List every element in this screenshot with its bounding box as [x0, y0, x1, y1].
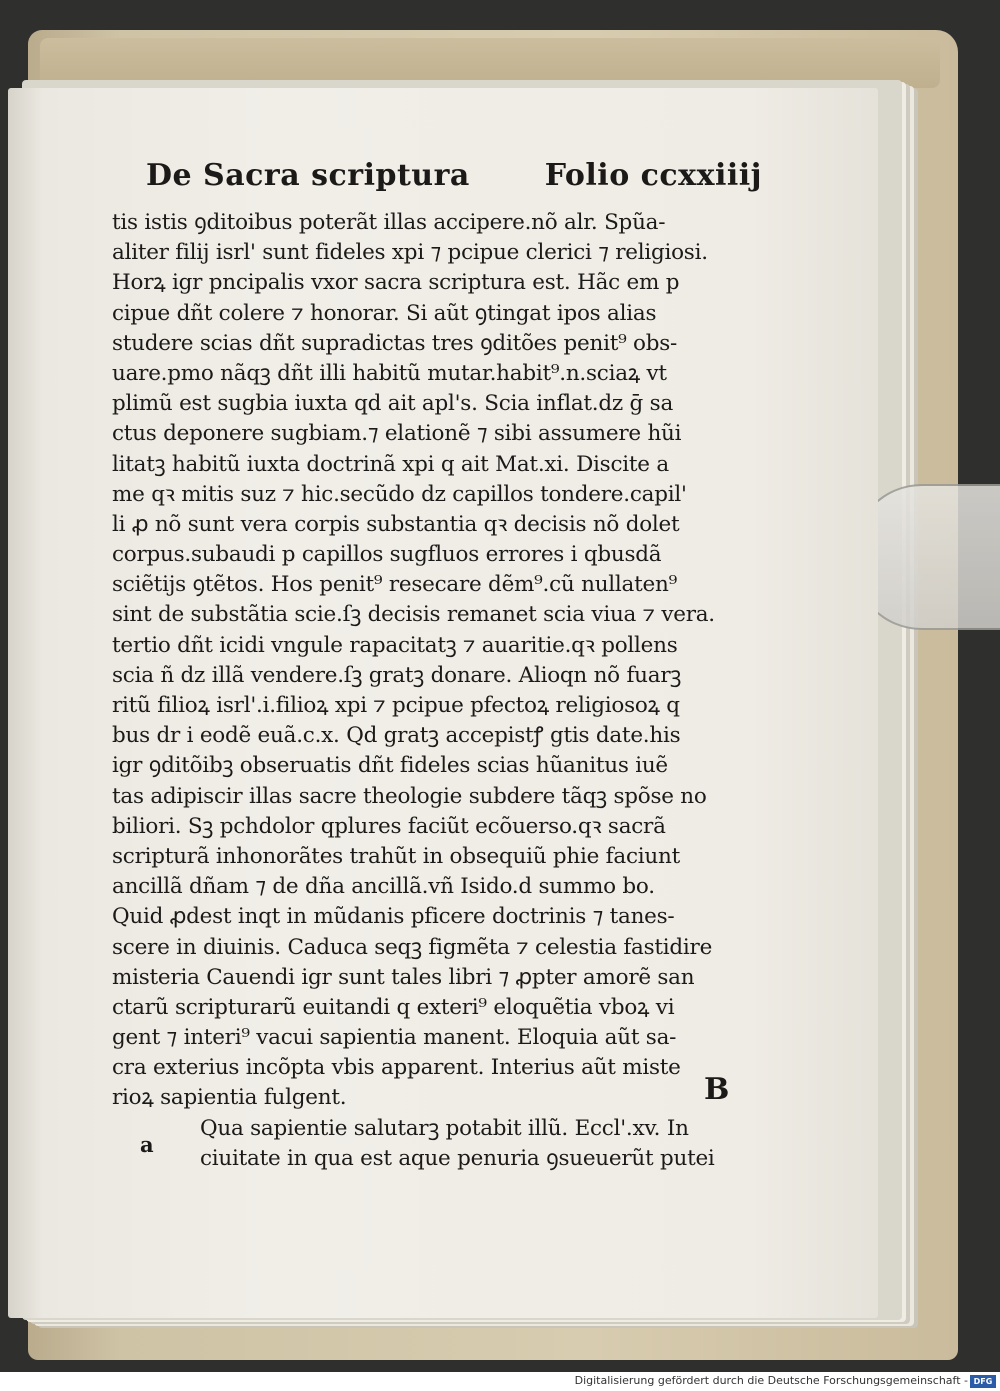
text-line: ciuitate in qua est aque penuria ꝯsueuerũt putei [200, 1145, 715, 1171]
text-line: li ꝓ nõ sunt vera corpis substantia qꝛ decisis nõ dolet [112, 511, 680, 537]
text-line: gent ⁊ interi⁹ vacui sapientia manent. Eloquia aũt sa- [112, 1025, 677, 1051]
text-line: igr ꝯditõibꝫ obseruatis dñt fideles scias hũanitus iuẽ [112, 753, 668, 779]
text-line: cipue dñt colere ⁊ honorar. Si aũt ꝯtingat ipos alias [112, 300, 657, 326]
text-line: biliori. Sꝫ pchdolor qplures faciũt ecõuerso.qꝛ sacrã [112, 813, 666, 839]
text-line: Horꝝ igr pncipalis vxor sacra scriptura est. Hãc em p [112, 270, 680, 296]
text-block [112, 158, 772, 1174]
text-line: plimũ est sugbia iuxta qd ait apl's. Scia inflat.dz ḡ sa [112, 391, 674, 417]
funding-credit: Digitalisierung gefördert durch die Deutsche Forschungsgemeinschaft - [574, 1374, 968, 1387]
text-line: Quid ꝓdest inqt in mũdanis pficere doctrinis ⁊ tanes- [112, 904, 675, 930]
text-line: misteria Cauendi igr sunt tales libri ⁊ ꝓpter amorẽ san [112, 964, 695, 990]
text-line: ctarũ scripturarũ euitandi q exteri⁹ eloquẽtia vboꝝ vi [112, 994, 675, 1020]
text-line: cra exterius incõpta vbis apparent. Interius aũt miste [112, 1055, 681, 1081]
text-line: sint de substãtia scie.ſꝫ decisis remanet scia viua ⁊ vera. [112, 602, 715, 628]
text-line: bus dr i eodẽ euã.c.x. Qd gratꝫ accepistꝭ gtis date.his [112, 723, 681, 749]
text-line: scia ñ dz illã vendere.ſꝫ gratꝫ donare. Alioqn nõ fuarꝫ [112, 662, 682, 688]
dfg-logo-icon: DFG [970, 1375, 996, 1388]
text-line: ctus deponere sugbiam.⁊ elationẽ ⁊ sibi assumere hũi [112, 421, 682, 447]
text-line: scere in diuinis. Caduca seqꝫ figmẽta ⁊ celestia fastidire [112, 934, 713, 960]
body-text [112, 208, 772, 1174]
text-line: rioꝝ sapientia fulgent. [112, 1085, 347, 1111]
text-line: tertio dñt icidi vngule rapacitatꝫ ⁊ auaritie.qꝛ pollens [112, 632, 678, 658]
text-line: me qꝛ mitis suz ⁊ hic.secũdo dz capillos tondere.capil' [112, 481, 687, 507]
text-line: ritũ filioꝝ isrl'.i.filioꝝ xpi ⁊ pcipue pfectoꝝ religiosoꝝ q [112, 693, 680, 718]
text-line: sciẽtijs ꝯtẽtos. Hos penit⁹ resecare dẽm⁹.cũ nullaten⁹ [112, 572, 677, 598]
text-line: studere scias dñt supradictas tres ꝯditões penit⁹ obs- [112, 330, 678, 356]
text-line: litatꝫ habitũ iuxta doctrinã xpi q ait Mat.xi. Discite a [112, 451, 669, 477]
text-line: tas adipiscir illas sacre theologie subdere tãqꝫ spõse no [112, 783, 707, 809]
text-line: ancillã dñam ⁊ de dña ancillã.vñ Isido.d summo bo. [112, 874, 655, 900]
paragraph-marker: a [140, 1132, 154, 1157]
running-title: De Sacra scriptura [146, 158, 470, 193]
text-line: tis istis ꝯditoibus poterãt illas accipere.nõ alr. Spũa- [112, 210, 666, 235]
text-line: scripturã inhonorãtes trahũt in obsequiũ phie faciunt [112, 843, 680, 869]
folio-number: Folio ccxxiiij [544, 158, 762, 193]
signature-mark: B [704, 1072, 730, 1107]
running-header [112, 158, 772, 208]
text-line: corpus.subaudi p capillos sugfluos errores i qbusdã [112, 542, 662, 568]
text-line: Qua sapientie salutarꝫ potabit illũ. Eccl'.xv. In [200, 1115, 689, 1141]
text-line: aliter filij isrl' sunt fideles xpi ⁊ pcipue clerici ⁊ religiosi. [112, 240, 708, 266]
text-line: uare.pmo nãqꝫ dñt illi habitũ mutar.habit⁹.n.sciaꝝ vt [112, 360, 667, 386]
